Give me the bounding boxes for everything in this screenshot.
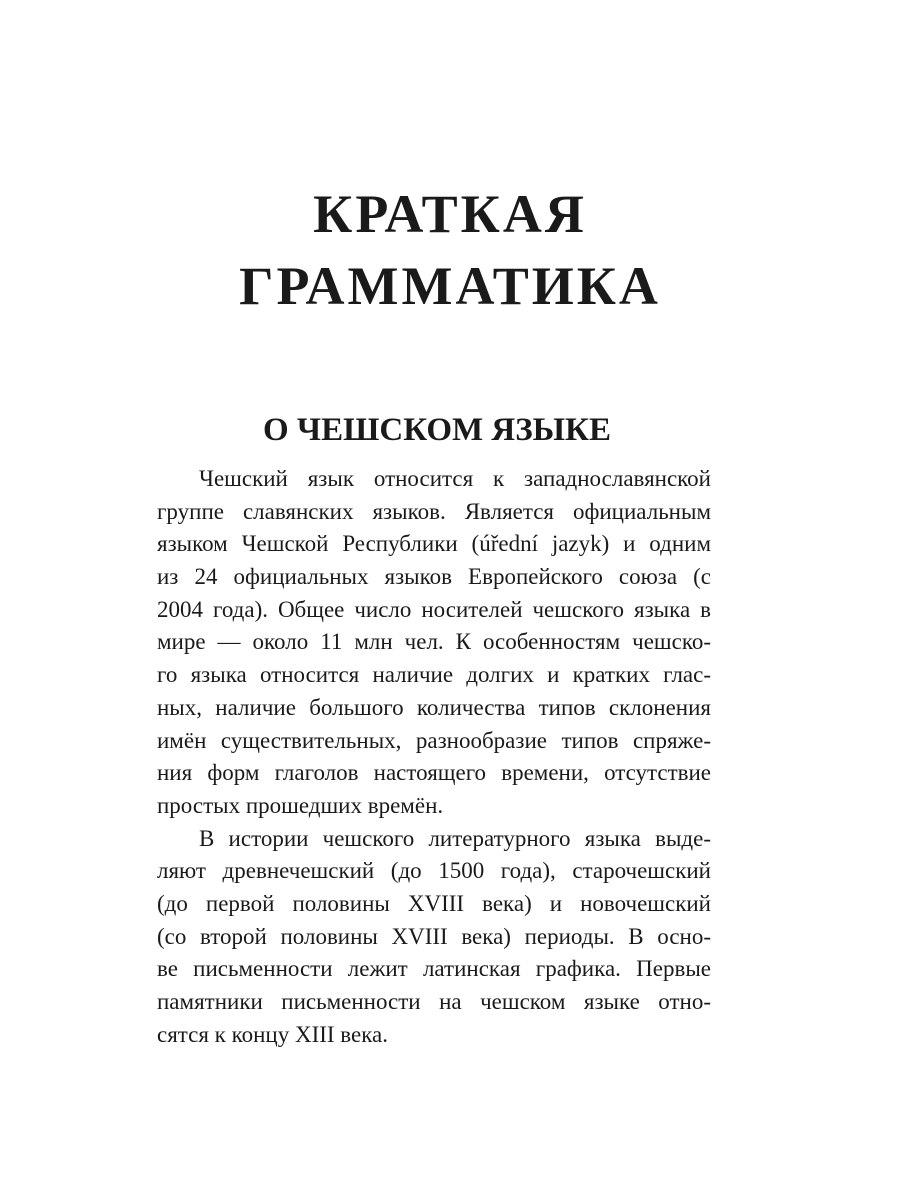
text-line: языком Чешской Республики (úřední jazyk) и одним: [157, 531, 711, 557]
chapter-title-line-2: ГРАММАТИКА: [239, 256, 661, 316]
text-line: ляют древнечешский (до 1500 года), старочешский: [157, 858, 711, 884]
text-line: (до первой половины XVIII века) и новочешский: [157, 890, 711, 916]
text-line: сятся к концу XIII века.: [157, 1021, 389, 1047]
text-line: ния форм глаголов настоящего времени, отсутствие: [157, 760, 711, 786]
section-title: О ЧЕШСКОМ ЯЗЫКЕ: [263, 412, 611, 448]
paragraph: [157, 823, 711, 1052]
text-line: группе славянских языков. Является официальным: [157, 498, 711, 524]
text-line: памятники письменности на чешском языке отно-: [157, 989, 711, 1014]
text-line: го языка относится наличие долгих и кратких глас-: [157, 662, 711, 688]
text-line: (со второй половины XVIII века) периоды. В осно-: [157, 923, 711, 949]
text-line: Чешский язык относится к западнославянской: [199, 466, 711, 491]
text-line: простых прошедших времён.: [157, 792, 444, 818]
body-text: [157, 463, 711, 1051]
text-line: мире — около 11 млн чел. К особенностям чешско-: [157, 629, 711, 655]
chapter-title: [0, 178, 900, 322]
text-line: имён существительных, разнообразие типов спряже-: [157, 727, 711, 753]
text-line: ных, наличие большого количества типов склонения: [157, 694, 711, 720]
text-line: В истории чешского литературного языка выде-: [199, 825, 711, 851]
text-line: из 24 официальных языков Европейского союза (с: [157, 564, 711, 590]
text-line: ве письменности лежит латинская графика. Первые: [157, 956, 711, 982]
paragraph: [157, 463, 711, 823]
text-line: 2004 года). Общее число носителей чешского языка в: [157, 596, 711, 622]
chapter-title-line-1: КРАТКАЯ: [313, 184, 587, 244]
